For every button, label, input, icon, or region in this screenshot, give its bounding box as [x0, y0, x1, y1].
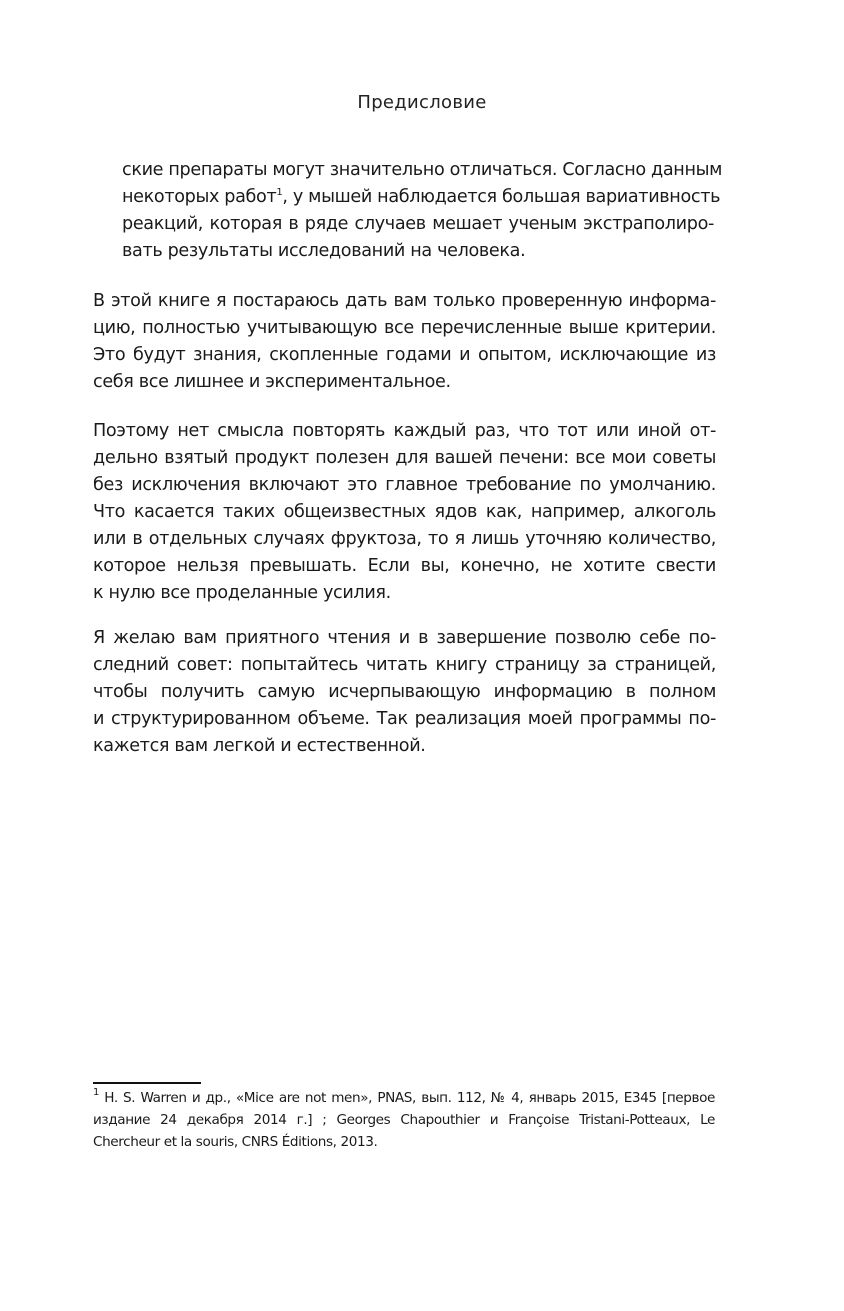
text-line: Я желаю вам приятного чтения и в завершение позволю себе по-	[93, 628, 716, 648]
text-line: без исключения включают это главное требование по умолчанию.	[93, 475, 716, 495]
footnote-line	[93, 1087, 715, 1109]
text-line: следний совет: попытайтесь читать книгу страницу за страницей,	[93, 655, 716, 675]
text-line: Поэтому нет смысла повторять каждый раз, что тот или иной от-	[93, 421, 716, 441]
text-line	[122, 184, 721, 211]
text-line: которое нельзя превышать. Если вы, конечно, не хотите свести	[93, 556, 716, 576]
paragraph-1	[93, 288, 716, 396]
text-line: В этой книге я постараюсь дать вам только проверенную информа-	[93, 291, 716, 311]
text-line: вать результаты исследований на человека.	[122, 241, 526, 261]
text-fragment: H. S. Warren и др., «Mice are not men», PNAS, вып. 112, № 4, январь 2015, E345 [первое	[98, 1090, 715, 1106]
footnote-number: 1	[93, 1087, 99, 1098]
text-line: цию, полностью учитывающую все перечисленные выше критерии.	[93, 318, 716, 338]
text-line: чтобы получить самую исчерпывающую информацию в полном	[93, 682, 716, 702]
text-line: реакций, которая в ряде случаев мешает ученым экстраполиро-	[122, 214, 714, 234]
text-line: Что касается таких общеизвестных ядов как, например, алкоголь	[93, 502, 716, 522]
text-line: к нулю все проделанные усилия.	[93, 583, 391, 603]
footnote-ref[interactable]: 1	[276, 187, 283, 198]
text-line: и структурированном объеме. Так реализация моей программы по-	[93, 709, 716, 729]
footnote	[93, 1087, 715, 1153]
paragraph-3	[93, 625, 716, 760]
text-line: или в отдельных случаях фруктоза, то я лишь уточняю количество,	[93, 529, 716, 549]
text-line: себя все лишнее и экспериментальное.	[93, 372, 451, 392]
footnote-line: Chercheur et la souris, CNRS Éditions, 2013.	[93, 1134, 378, 1150]
text-fragment: , у мышей наблюдается большая вариативность	[282, 187, 721, 207]
text-line: ские препараты могут значительно отличаться. Согласно данным	[122, 160, 723, 180]
footnote-separator	[93, 1082, 201, 1084]
running-header: Предисловие	[357, 92, 487, 113]
text-line: дельно взятый продукт полезен для вашей печени: все мои советы	[93, 448, 716, 468]
text-line: кажется вам легкой и естественной.	[93, 736, 426, 756]
indented-quote-block	[122, 157, 723, 265]
footnote-line: издание 24 декабря 2014 г.] ; Georges Chapouthier и Françoise Tristani-Potteaux, Le	[93, 1112, 715, 1128]
text-line: Это будут знания, скопленные годами и опытом, исключающие из	[93, 345, 716, 365]
text-fragment: некоторых работ	[122, 187, 277, 207]
paragraph-2	[93, 418, 716, 607]
